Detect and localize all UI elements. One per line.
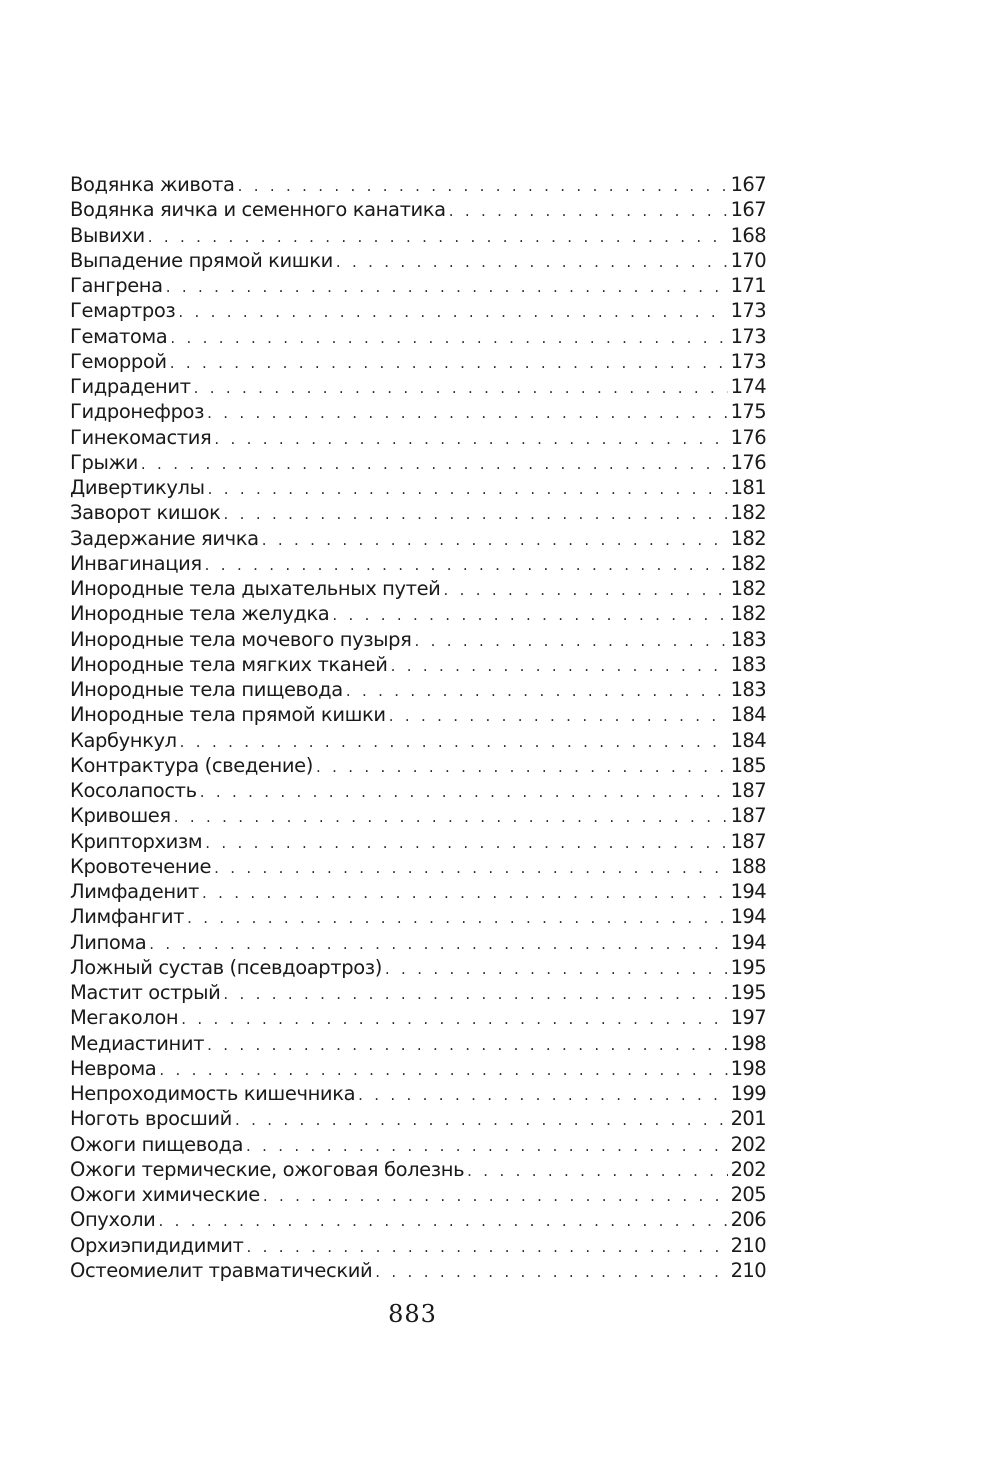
toc-entry-title: Неврома xyxy=(70,1056,157,1080)
dot-leader xyxy=(247,1238,728,1256)
toc-entry-title: Орхиэпидидимит xyxy=(70,1233,244,1257)
toc-entry-title: Инородные тела мочевого пузыря xyxy=(70,627,412,651)
toc-entry xyxy=(70,1158,766,1183)
toc-entry xyxy=(70,274,766,299)
toc-entry xyxy=(70,1259,766,1284)
toc-entry-title: Контрактура (сведение) xyxy=(70,753,313,777)
toc-entry-title: Гематома xyxy=(70,324,168,348)
toc-entry-title: Вывихи xyxy=(70,223,145,247)
toc-entry-title: Инородные тела желудка xyxy=(70,602,330,626)
toc-entry-page: 171 xyxy=(730,274,766,297)
dot-leader xyxy=(238,177,728,195)
dot-leader xyxy=(158,1212,727,1230)
toc-entry-page: 206 xyxy=(730,1208,766,1232)
toc-entry-page: 198 xyxy=(730,1031,766,1055)
toc-entry xyxy=(70,375,766,400)
dot-leader xyxy=(443,581,727,599)
toc-entry-title: Инвагинация xyxy=(70,551,202,575)
dot-leader xyxy=(187,909,727,927)
toc-entry-page: 168 xyxy=(730,223,766,247)
toc-entry-title: Инородные тела пищевода xyxy=(70,678,343,701)
toc-entry xyxy=(70,1133,766,1158)
toc-entry-title: Непроходимость кишечника xyxy=(70,1082,356,1105)
toc-entry-page: 205 xyxy=(730,1183,766,1206)
toc-entry xyxy=(70,880,766,905)
toc-entry-page: 194 xyxy=(730,905,766,929)
dot-leader xyxy=(346,682,728,700)
toc-entry-page: 195 xyxy=(730,955,766,979)
toc-entry-title: Гинекомастия xyxy=(70,425,212,449)
toc-entry-page: 173 xyxy=(730,349,766,373)
dot-leader xyxy=(202,884,728,902)
toc-entry-page: 202 xyxy=(730,1132,766,1156)
toc-entry-page: 167 xyxy=(730,198,766,222)
toc-entry-page: 173 xyxy=(730,299,766,323)
toc-entry-page: 210 xyxy=(730,1233,766,1257)
toc-entry xyxy=(70,350,766,375)
toc-entry-title: Гемартроз xyxy=(70,299,176,323)
toc-entry-page: 194 xyxy=(730,930,766,954)
toc-entry xyxy=(70,476,766,501)
dot-leader xyxy=(166,278,728,296)
toc-entry xyxy=(70,527,766,552)
toc-entry xyxy=(70,299,766,324)
dot-leader xyxy=(375,1263,727,1281)
toc-entry xyxy=(70,931,766,956)
toc-entry-page: 175 xyxy=(730,400,766,424)
table-of-contents xyxy=(70,173,766,1284)
toc-entry-page: 199 xyxy=(730,1082,766,1105)
dot-leader xyxy=(205,834,727,852)
toc-entry xyxy=(70,981,766,1006)
toc-entry-page: 176 xyxy=(730,425,766,449)
toc-entry-title: Кровотечение xyxy=(70,854,212,878)
dot-leader xyxy=(391,657,728,675)
dot-leader xyxy=(208,480,728,498)
toc-entry-title: Ожоги пищевода xyxy=(70,1132,244,1156)
dot-leader xyxy=(358,1086,727,1104)
toc-entry xyxy=(70,198,766,223)
toc-entry xyxy=(70,678,766,703)
toc-entry-title: Выпадение прямой кишки xyxy=(70,248,333,272)
toc-entry-title: Лимфаденит xyxy=(70,880,199,903)
dot-leader xyxy=(149,935,727,953)
dot-leader xyxy=(178,303,727,321)
toc-entry-title: Ноготь вросший xyxy=(70,1107,232,1131)
toc-entry xyxy=(70,729,766,754)
toc-entry-title: Ожоги термические, ожоговая болезнь xyxy=(70,1157,465,1181)
dot-leader xyxy=(181,1010,727,1028)
toc-entry-page: 197 xyxy=(730,1006,766,1030)
toc-entry xyxy=(70,1032,766,1057)
toc-entry-title: Инородные тела дыхательных путей xyxy=(70,577,441,600)
toc-entry-page: 182 xyxy=(730,526,766,550)
toc-entry xyxy=(70,855,766,880)
toc-entry-title: Мастит острый xyxy=(70,981,221,1004)
dot-leader xyxy=(223,985,727,1003)
toc-entry-page: 187 xyxy=(730,779,766,802)
toc-entry-title: Опухоли xyxy=(70,1208,156,1232)
toc-entry xyxy=(70,224,766,249)
toc-entry-title: Мегаколон xyxy=(70,1006,179,1030)
toc-entry-title: Геморрой xyxy=(70,349,167,373)
dot-leader xyxy=(194,379,728,397)
toc-entry xyxy=(70,249,766,274)
toc-entry-title: Гангрена xyxy=(70,274,163,297)
toc-entry-page: 183 xyxy=(730,652,766,676)
toc-entry xyxy=(70,1057,766,1082)
dot-leader xyxy=(449,202,728,220)
toc-entry-title: Инородные тела мягких тканей xyxy=(70,652,388,676)
toc-entry-page: 173 xyxy=(730,324,766,348)
toc-entry-title: Грыжи xyxy=(70,450,138,474)
toc-entry-page: 201 xyxy=(730,1107,766,1131)
toc-entry-page: 182 xyxy=(730,577,766,600)
toc-entry xyxy=(70,653,766,678)
toc-entry xyxy=(70,905,766,930)
toc-entry-page: 181 xyxy=(730,476,766,499)
toc-entry-title: Гидронефроз xyxy=(70,400,205,424)
dot-leader xyxy=(148,228,728,246)
toc-entry-page: 182 xyxy=(730,551,766,575)
toc-entry-page: 188 xyxy=(730,854,766,878)
toc-entry xyxy=(70,628,766,653)
dot-leader xyxy=(159,1061,727,1079)
toc-entry xyxy=(70,1107,766,1132)
dot-leader xyxy=(467,1162,727,1180)
dot-leader xyxy=(207,1036,728,1054)
toc-entry xyxy=(70,956,766,981)
toc-entry-page: 170 xyxy=(730,248,766,272)
toc-entry-title: Карбункул xyxy=(70,728,177,752)
toc-entry-title: Липома xyxy=(70,930,147,954)
dot-leader xyxy=(262,531,728,549)
toc-entry-title: Лимфангит xyxy=(70,905,185,929)
dot-leader xyxy=(316,758,728,776)
toc-entry-page: 187 xyxy=(730,829,766,853)
toc-entry xyxy=(70,426,766,451)
toc-entry-title: Задержание яичка xyxy=(70,526,259,550)
toc-entry-title: Ожоги химические xyxy=(70,1183,260,1206)
toc-entry-title: Водянка яичка и семенного канатика xyxy=(70,198,446,222)
toc-entry-page: 185 xyxy=(730,753,766,777)
toc-entry-page: 183 xyxy=(730,678,766,701)
toc-entry-title: Кривошея xyxy=(70,804,171,828)
toc-entry xyxy=(70,703,766,728)
dot-leader xyxy=(207,404,728,422)
toc-entry-title: Крипторхизм xyxy=(70,829,203,853)
dot-leader xyxy=(200,783,728,801)
toc-entry-page: 182 xyxy=(730,602,766,626)
toc-entry-title: Гидраденит xyxy=(70,375,191,398)
dot-leader xyxy=(141,455,728,473)
toc-entry-page: 182 xyxy=(730,501,766,525)
toc-entry-page: 183 xyxy=(730,627,766,651)
dot-leader xyxy=(389,707,728,725)
toc-entry xyxy=(70,830,766,855)
toc-entry xyxy=(70,754,766,779)
toc-entry xyxy=(70,1183,766,1208)
dot-leader xyxy=(214,430,727,448)
dot-leader xyxy=(224,505,728,523)
toc-entry-page: 210 xyxy=(730,1258,766,1282)
dot-leader xyxy=(170,354,728,372)
dot-leader xyxy=(246,1137,728,1155)
toc-entry xyxy=(70,1234,766,1259)
dot-leader xyxy=(385,960,728,978)
toc-entry xyxy=(70,451,766,476)
toc-entry-page: 167 xyxy=(730,173,766,196)
toc-entry-title: Заворот кишок xyxy=(70,501,221,525)
toc-entry-page: 194 xyxy=(730,880,766,903)
dot-leader xyxy=(170,329,727,347)
toc-entry-page: 174 xyxy=(730,375,766,398)
toc-entry xyxy=(70,501,766,526)
toc-entry xyxy=(70,779,766,804)
toc-entry xyxy=(70,602,766,627)
toc-entry xyxy=(70,173,766,198)
toc-entry xyxy=(70,552,766,577)
toc-entry xyxy=(70,1082,766,1107)
dot-leader xyxy=(235,1111,728,1129)
dot-leader xyxy=(332,606,727,624)
toc-entry-page: 202 xyxy=(730,1157,766,1181)
toc-entry-title: Водянка живота xyxy=(70,173,235,196)
toc-entry-page: 184 xyxy=(730,728,766,752)
toc-entry xyxy=(70,804,766,829)
toc-entry-page: 187 xyxy=(730,804,766,828)
toc-entry-title: Косолапость xyxy=(70,779,197,802)
dot-leader xyxy=(180,733,728,751)
dot-leader xyxy=(205,556,728,574)
toc-entry-page: 195 xyxy=(730,981,766,1004)
toc-entry-page: 176 xyxy=(730,450,766,474)
toc-entry-page: 198 xyxy=(730,1056,766,1080)
toc-entry xyxy=(70,325,766,350)
toc-entry-title: Медиастинит xyxy=(70,1031,205,1055)
dot-leader xyxy=(415,632,728,650)
toc-entry-title: Остеомиелит травматический xyxy=(70,1258,373,1282)
toc-entry-title: Ложный сустав (псевдоартроз) xyxy=(70,955,382,979)
page-number: 883 xyxy=(388,1300,437,1328)
toc-entry xyxy=(70,577,766,602)
toc-entry xyxy=(70,1006,766,1031)
toc-entry xyxy=(70,400,766,425)
dot-leader xyxy=(336,253,728,271)
toc-entry xyxy=(70,1208,766,1233)
dot-leader xyxy=(214,859,728,877)
toc-entry-title: Инородные тела прямой кишки xyxy=(70,703,386,727)
dot-leader xyxy=(174,808,728,826)
toc-entry-title: Дивертикулы xyxy=(70,476,205,499)
toc-entry-page: 184 xyxy=(730,703,766,727)
dot-leader xyxy=(263,1187,728,1205)
